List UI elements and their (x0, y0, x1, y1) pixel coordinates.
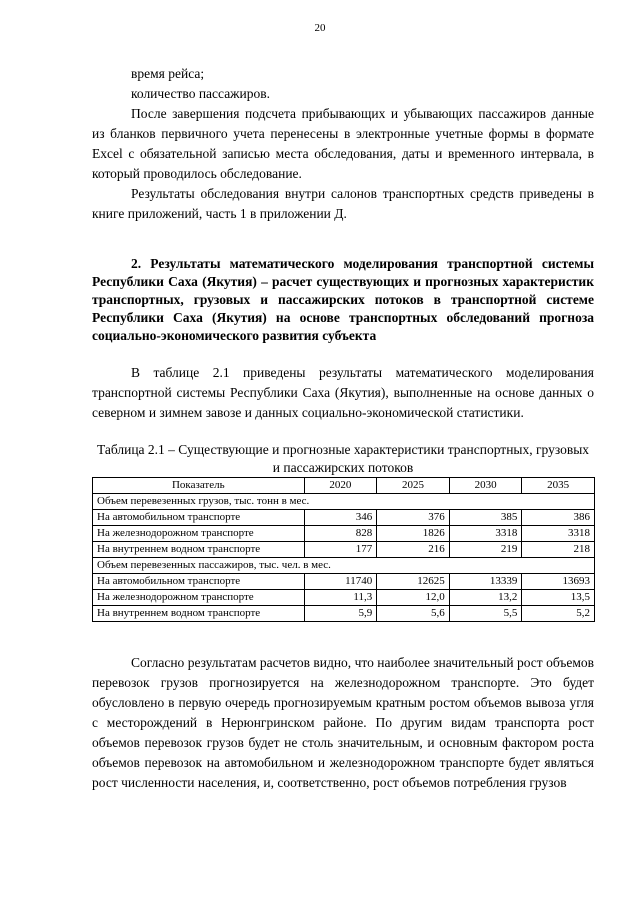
table-cell: 5,9 (304, 606, 377, 622)
table-cell: 219 (449, 542, 522, 558)
spacer (92, 345, 594, 363)
table-cell: 11,3 (304, 590, 377, 606)
column-header: 2025 (377, 478, 450, 494)
table-cell: 12,0 (377, 590, 450, 606)
table-cell: 13,2 (449, 590, 522, 606)
table-cell: 216 (377, 542, 450, 558)
table-row (93, 526, 595, 542)
spacer (92, 423, 594, 441)
table-header-row (93, 478, 595, 494)
table-row (93, 590, 595, 606)
table-cell: 376 (377, 510, 450, 526)
spacer (92, 622, 594, 653)
table-row (93, 542, 595, 558)
table-cell: 13339 (449, 574, 522, 590)
list-item: время рейса; (131, 66, 205, 81)
table-cell: 1826 (377, 526, 450, 542)
table-cell: 218 (522, 542, 595, 558)
column-header: Показатель (93, 478, 305, 494)
paragraph: В таблице 2.1 приведены результаты математического моделирования транспортной системы Республики Саха (Якутия), выполненные на основе данных о северном и зимнем завозе и данных социально-экономической статистики. (92, 365, 594, 420)
page-number: 20 (314, 22, 326, 34)
row-label: На железнодорожном транспорте (93, 590, 305, 606)
spacer (92, 224, 594, 255)
paragraph: После завершения подсчета прибывающих и убывающих пассажиров данные из бланков первичного учета перенесены в электронные учетные формы в формате Excel с обязательной записью места обследования, даты и временного интервала, в который проводилось обследование. (92, 106, 594, 181)
table-cell: 346 (304, 510, 377, 526)
table-row (93, 574, 595, 590)
paragraph: Результаты обследования внутри салонов транспортных средств приведены в книге приложений, часть 1 в приложении Д. (92, 186, 594, 221)
table-cell: 12625 (377, 574, 450, 590)
table-row (93, 606, 595, 622)
table-section-row (93, 558, 595, 574)
table-cell: 385 (449, 510, 522, 526)
column-header: 2035 (522, 478, 595, 494)
section-label: Объем перевезенных пассажиров, тыс. чел. в мес. (93, 558, 595, 574)
row-label: На железнодорожном транспорте (93, 526, 305, 542)
table-row (93, 510, 595, 526)
row-label: На внутреннем водном транспорте (93, 606, 305, 622)
table-caption: Таблица 2.1 – Существующие и прогнозные характеристики транспортных, грузовых и пассажирских потоков (96, 442, 590, 475)
data-table (92, 477, 595, 622)
table-cell: 5,2 (522, 606, 595, 622)
table-cell: 11740 (304, 574, 377, 590)
section-heading: 2. Результаты математического моделирования транспортной системы Республики Саха (Якутия) – расчет существующих и прогнозных характеристик транспортных, грузовых и пассажирских потоков в транспортной системе Республики Саха (Якутия) на основе транспортных обследований прогноза социально-экономического развития субъекта (92, 256, 594, 343)
row-label: На автомобильном транспорте (93, 510, 305, 526)
column-header: 2020 (304, 478, 377, 494)
column-header: 2030 (449, 478, 522, 494)
paragraph: Согласно результатам расчетов видно, что наиболее значительный рост объемов перевозок грузов прогнозируется на железнодорожном транспорте. Это будет обусловлено в первую очередь прогнозируемым кратным ростом объемов вывоза угля с месторождений в Нерюнгринском районе. По другим видам транспорта рост объемов перевозок грузов будет не столь значительным, и основным фактором роста объемов перевозок на автомобильном и железнодорожном транспорте будет являться рост численности населения, и, соответственно, рост объемов потребления грузов (92, 655, 594, 790)
page-content (92, 64, 594, 793)
table-cell: 828 (304, 526, 377, 542)
table-cell: 177 (304, 542, 377, 558)
table-cell: 13693 (522, 574, 595, 590)
table-cell: 13,5 (522, 590, 595, 606)
table-cell: 3318 (449, 526, 522, 542)
row-label: На автомобильном транспорте (93, 574, 305, 590)
table-cell: 5,6 (377, 606, 450, 622)
table-cell: 5,5 (449, 606, 522, 622)
table-cell: 3318 (522, 526, 595, 542)
list-item: количество пассажиров. (131, 86, 270, 101)
row-label: На внутреннем водном транспорте (93, 542, 305, 558)
section-label: Объем перевезенных грузов, тыс. тонн в мес. (93, 494, 595, 510)
table-section-row (93, 494, 595, 510)
table-cell: 386 (522, 510, 595, 526)
